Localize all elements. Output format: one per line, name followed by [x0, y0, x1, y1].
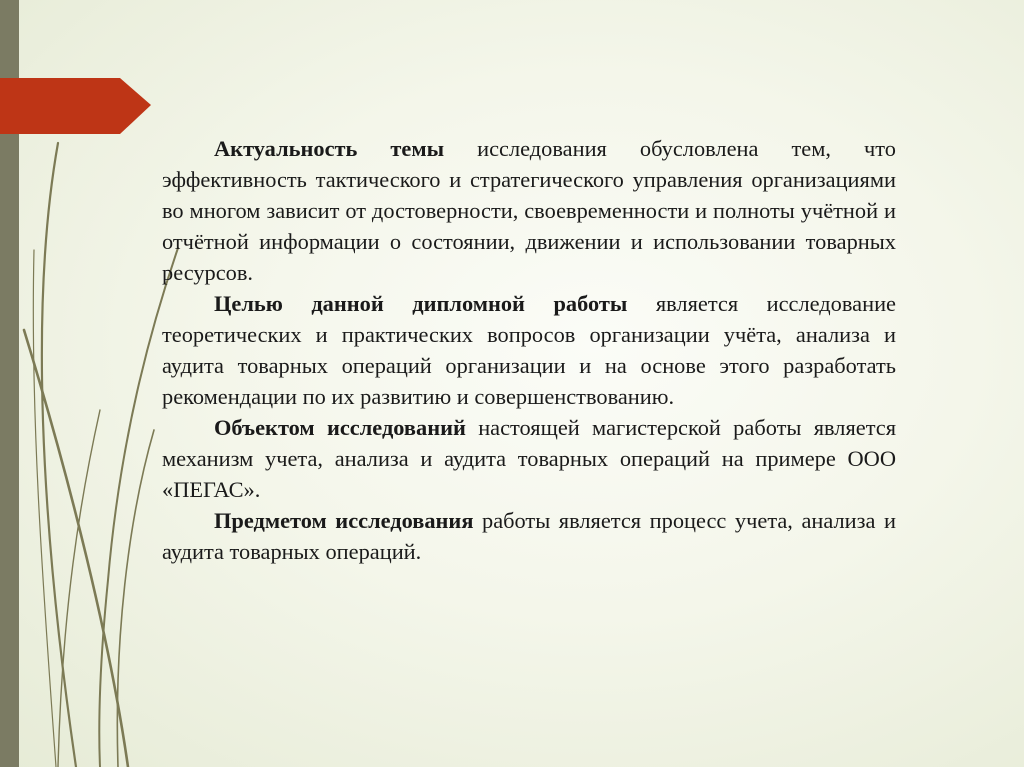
paragraph-text: является исследование теоретических и практических вопросов организации учёта, анализа и аудита товарных операций организации и на основе этого разработать рекомендации по их развитию и совершенствованию. — [162, 291, 897, 409]
red-arrow-banner — [0, 78, 151, 134]
slide-text — [162, 133, 896, 567]
grass-stroke — [24, 330, 128, 767]
grass-stroke — [117, 430, 154, 767]
paragraph-lead: Объектом исследований — [214, 415, 466, 440]
paragraph-object — [162, 412, 896, 505]
paragraph-text: работы является процесс учета, анализа и аудита товарных операций. — [162, 508, 896, 564]
paragraph-text: исследования обусловлена тем, что эффективность тактического и стратегического управления организациями во многом зависит от достоверности, своевременности и полноты учётной и отчётной информации о состоянии, движении и использовании товарных ресурсов. — [162, 136, 896, 285]
paragraph-lead: Целью данной дипломной работы — [214, 291, 628, 316]
grass-stroke — [33, 250, 56, 767]
paragraph-goal — [162, 288, 896, 412]
paragraph-relevance — [162, 133, 896, 288]
paragraph-text: настоящей магистерской работы является механизм учета, анализа и аудита товарных операций на примере ООО «ПЕГАС». — [162, 415, 897, 502]
paragraph-lead: Актуальность темы — [214, 136, 445, 161]
paragraph-lead: Предметом исследования — [214, 508, 474, 533]
paragraph-subject — [162, 505, 896, 567]
